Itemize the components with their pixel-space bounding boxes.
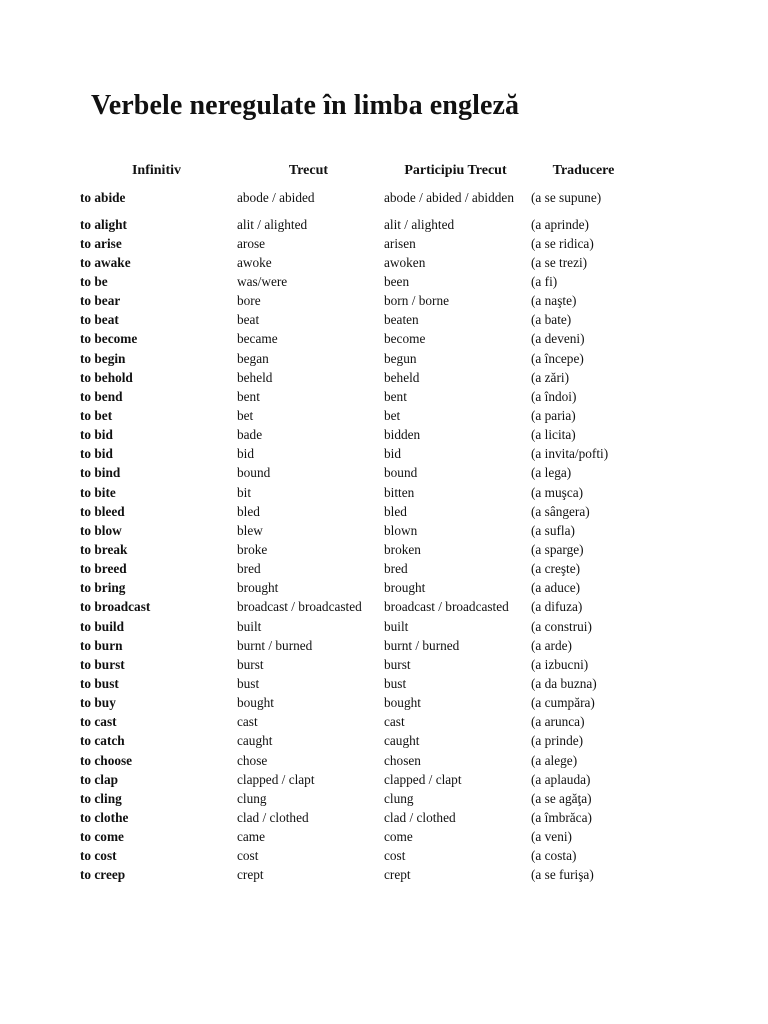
- verb-past: cost: [237, 848, 259, 864]
- header-translation: Traducere: [552, 162, 615, 178]
- verb-participle: caught: [384, 733, 420, 749]
- verb-translation: (a prinde): [531, 733, 584, 749]
- table-row: [78, 636, 638, 655]
- table-row: [78, 847, 638, 866]
- verb-participle: crept: [384, 867, 411, 883]
- verb-infinitive: to come: [80, 829, 124, 845]
- verb-participle: bled: [384, 503, 407, 519]
- verb-infinitive: to bear: [80, 293, 121, 309]
- verb-past: beheld: [237, 369, 273, 385]
- verb-participle: beaten: [384, 312, 419, 328]
- table-row: [78, 770, 638, 789]
- table-row: [78, 483, 638, 502]
- verb-past: bred: [237, 561, 261, 577]
- verb-past: began: [237, 350, 269, 366]
- verb-infinitive: to bend: [80, 388, 123, 404]
- verb-infinitive: to awake: [80, 254, 131, 270]
- table-row: [78, 579, 638, 598]
- verb-translation: (a aduce): [531, 580, 581, 596]
- verb-participle: cast: [384, 714, 405, 730]
- verb-past: abode / abided: [237, 190, 315, 205]
- verb-infinitive: to behold: [80, 369, 133, 385]
- verb-infinitive: to broadcast: [80, 599, 151, 615]
- verb-participle: clapped / clapt: [384, 771, 462, 787]
- verb-translation: (a se ridica): [531, 235, 594, 251]
- verb-translation: (a se trezi): [531, 254, 588, 270]
- verb-past: bade: [237, 427, 263, 443]
- table-row: [78, 694, 638, 713]
- verb-participle: arisen: [384, 235, 416, 251]
- verb-past: broke: [237, 541, 268, 557]
- verb-past: bet: [237, 407, 254, 423]
- verb-infinitive: to burn: [80, 637, 123, 653]
- verb-infinitive: to bet: [80, 407, 113, 423]
- verb-past: caught: [237, 733, 273, 749]
- table-row: [78, 387, 638, 406]
- table-row: [78, 330, 638, 349]
- verb-translation: (a îmbrăca): [531, 809, 592, 825]
- table-row: [78, 866, 638, 885]
- verb-translation: (a deveni): [531, 331, 585, 347]
- verb-infinitive: to cling: [80, 790, 122, 806]
- verb-past: bust: [237, 675, 260, 691]
- verb-infinitive: to cast: [80, 714, 117, 730]
- verb-translation: (a zări): [531, 369, 570, 385]
- verb-past: clapped / clapt: [237, 771, 315, 787]
- verb-translation: (a creşte): [531, 561, 581, 577]
- verb-participle: broken: [384, 541, 421, 557]
- table-row: [78, 426, 638, 445]
- verb-translation: (a costa): [531, 848, 577, 864]
- table-row: [78, 234, 638, 253]
- verb-translation: (a veni): [531, 829, 572, 845]
- verb-infinitive: to bind: [80, 465, 121, 481]
- verb-participle: born / borne: [384, 293, 449, 309]
- verb-past: burnt / burned: [237, 637, 313, 653]
- table-row: [78, 464, 638, 483]
- verb-participle: bent: [384, 388, 407, 404]
- verb-infinitive: to be: [80, 273, 108, 289]
- verb-participle: cost: [384, 848, 406, 864]
- table-row: [78, 349, 638, 368]
- verb-past: was/were: [237, 273, 288, 289]
- verb-participle: begun: [384, 350, 417, 366]
- verb-past: beat: [237, 312, 260, 328]
- table-row: [78, 828, 638, 847]
- table-row: [78, 540, 638, 559]
- verb-infinitive: to build: [80, 618, 124, 634]
- verb-participle: bred: [384, 561, 408, 577]
- irregular-verbs-table: [78, 160, 638, 885]
- verb-translation: (a începe): [531, 350, 584, 366]
- table-row: [78, 406, 638, 425]
- verb-translation: (a lega): [531, 465, 572, 481]
- table-row: [78, 789, 638, 808]
- verb-participle: abode / abided / abidden: [384, 190, 514, 205]
- table-body: [78, 181, 638, 885]
- verb-infinitive: to creep: [80, 867, 126, 883]
- table-row: [78, 713, 638, 732]
- table-row: [78, 560, 638, 579]
- table-row: [78, 311, 638, 330]
- verb-infinitive: to clap: [80, 771, 119, 787]
- verb-past: brought: [237, 580, 279, 596]
- verb-translation: (a aprinde): [531, 216, 589, 232]
- verb-past: came: [237, 829, 266, 845]
- verb-translation: (a îndoi): [531, 388, 577, 404]
- verb-participle: bust: [384, 675, 407, 691]
- verb-infinitive: to become: [80, 331, 138, 347]
- verb-past: blew: [237, 522, 263, 538]
- verb-translation: (a sângera): [531, 503, 590, 519]
- verb-past: bid: [237, 446, 254, 462]
- verb-infinitive: to choose: [80, 752, 133, 768]
- verb-translation: (a sufla): [531, 522, 575, 538]
- verb-infinitive: to blow: [80, 522, 122, 538]
- table-row: [78, 253, 638, 272]
- page-title: Verbele neregulate în limba engleză: [91, 90, 520, 121]
- verb-translation: (a izbucni): [531, 656, 589, 672]
- verb-translation: (a se agăţa): [531, 790, 592, 806]
- table-row: [78, 215, 638, 234]
- verb-translation: (a sparge): [531, 541, 584, 557]
- verb-past: bore: [237, 293, 261, 309]
- verb-infinitive: to breed: [80, 561, 127, 577]
- table-row: [78, 598, 638, 617]
- table-row: [78, 272, 638, 291]
- verb-infinitive: to bust: [80, 675, 119, 691]
- header-infinitive: Infinitiv: [131, 162, 181, 178]
- verb-participle: bet: [384, 407, 401, 423]
- verb-participle: chosen: [384, 752, 421, 768]
- verb-participle: become: [384, 331, 426, 347]
- verb-translation: (a difuza): [531, 599, 583, 615]
- verb-infinitive: to begin: [80, 350, 126, 366]
- verb-infinitive: to bite: [80, 484, 116, 500]
- verb-infinitive: to cost: [80, 848, 117, 864]
- verb-participle: alit / alighted: [384, 216, 455, 232]
- verb-translation: (a se furişa): [531, 867, 594, 883]
- verb-participle: built: [384, 618, 409, 634]
- verb-past: clad / clothed: [237, 809, 309, 825]
- verb-infinitive: to alight: [80, 216, 127, 232]
- verb-translation: (a bate): [531, 312, 572, 328]
- verb-past: bent: [237, 388, 260, 404]
- verb-translation: (a construi): [531, 618, 592, 634]
- verb-translation: (a aplauda): [531, 771, 591, 787]
- verb-past: cast: [237, 714, 258, 730]
- table-row: [78, 751, 638, 770]
- table-row: [78, 617, 638, 636]
- verb-translation: (a arunca): [531, 714, 585, 730]
- verb-infinitive: to abide: [80, 190, 126, 205]
- verb-translation: (a paria): [531, 407, 576, 423]
- verb-participle: awoken: [384, 254, 426, 270]
- verb-infinitive: to bring: [80, 580, 126, 596]
- verb-translation: (a muşca): [531, 484, 584, 500]
- verb-participle: burst: [384, 656, 411, 672]
- table-row: [78, 521, 638, 540]
- verb-infinitive: to arise: [80, 235, 122, 251]
- verb-participle: burnt / burned: [384, 637, 460, 653]
- verb-translation: (a invita/pofti): [531, 446, 609, 462]
- verb-infinitive: to beat: [80, 312, 119, 328]
- verb-translation: (a arde): [531, 637, 572, 653]
- verb-translation: (a naşte): [531, 293, 577, 309]
- verb-past: bled: [237, 503, 260, 519]
- verb-past: bit: [237, 484, 252, 500]
- verb-participle: bitten: [384, 484, 415, 500]
- verb-past: crept: [237, 867, 264, 883]
- verb-past: broadcast / broadcasted: [237, 599, 362, 615]
- verb-past: bought: [237, 695, 274, 711]
- verb-past: bound: [237, 465, 271, 481]
- table-header-row: [78, 160, 638, 181]
- header-past: Trecut: [288, 162, 329, 178]
- verb-participle: brought: [384, 580, 426, 596]
- verb-past: burst: [237, 656, 264, 672]
- verb-infinitive: to break: [80, 541, 128, 557]
- table-row: [78, 502, 638, 521]
- verb-past: alit / alighted: [237, 216, 308, 232]
- verb-participle: broadcast / broadcasted: [384, 599, 509, 615]
- verb-infinitive: to clothe: [80, 809, 129, 825]
- verb-past: arose: [237, 235, 266, 251]
- verb-participle: come: [384, 829, 413, 845]
- verb-infinitive: to bid: [80, 427, 113, 443]
- verb-translation: (a licita): [531, 427, 576, 443]
- verb-past: became: [237, 331, 278, 347]
- verb-infinitive: to bleed: [80, 503, 125, 519]
- verb-participle: bought: [384, 695, 421, 711]
- verb-past: clung: [237, 790, 267, 806]
- verb-participle: bid: [384, 446, 401, 462]
- verb-translation: (a fi): [531, 273, 558, 289]
- table-row: [78, 292, 638, 311]
- verb-translation: (a alege): [531, 752, 578, 768]
- header-participle: Participiu Trecut: [404, 162, 507, 178]
- verb-infinitive: to buy: [80, 695, 116, 711]
- table-row: [78, 181, 638, 215]
- verb-participle: clung: [384, 790, 414, 806]
- verb-infinitive: to bid: [80, 446, 113, 462]
- verb-past: built: [237, 618, 262, 634]
- verb-translation: (a se supune): [531, 190, 602, 205]
- verb-participle: blown: [384, 522, 418, 538]
- verb-infinitive: to burst: [80, 656, 125, 672]
- table-row: [78, 445, 638, 464]
- verb-participle: beheld: [384, 369, 420, 385]
- verb-participle: clad / clothed: [384, 809, 456, 825]
- verb-participle: bidden: [384, 427, 421, 443]
- table-row: [78, 808, 638, 827]
- verb-translation: (a da buzna): [531, 675, 597, 691]
- verb-participle: bound: [384, 465, 418, 481]
- verb-participle: been: [384, 273, 410, 289]
- table-row: [78, 674, 638, 693]
- verb-past: chose: [237, 752, 268, 768]
- verb-translation: (a cumpăra): [531, 695, 595, 711]
- table-row: [78, 732, 638, 751]
- table-row: [78, 655, 638, 674]
- table-row: [78, 368, 638, 387]
- verb-past: awoke: [237, 254, 272, 270]
- verb-infinitive: to catch: [80, 733, 125, 749]
